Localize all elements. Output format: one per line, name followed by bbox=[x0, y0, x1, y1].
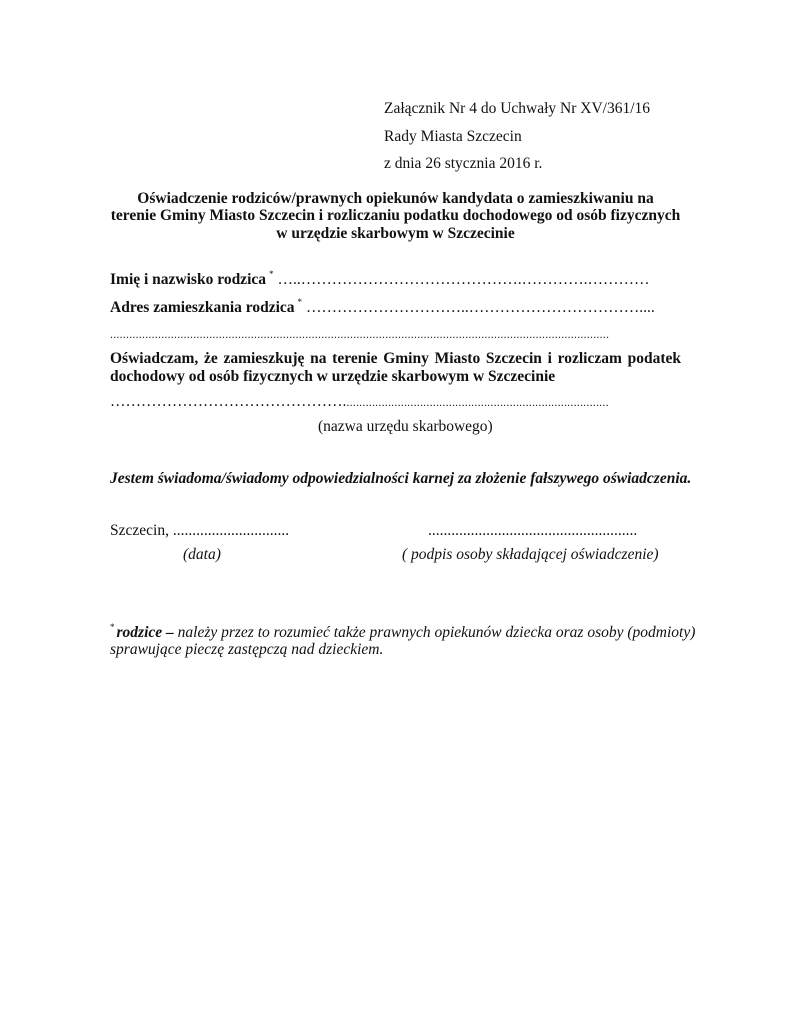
tax-office-blank[interactable] bbox=[110, 393, 662, 411]
address-label: Adres zamieszkania rodzica bbox=[110, 299, 295, 316]
tax-office-blank-part-2[interactable]: .................................................................................. bbox=[346, 395, 609, 409]
address-field[interactable] bbox=[110, 299, 655, 318]
footnote-marker: * bbox=[269, 269, 274, 279]
address-blank-line-2[interactable]: ............................................................................................................................................................ bbox=[110, 327, 610, 341]
criminal-liability-statement: Jestem świadoma/świadomy odpowiedzialności karnej za złożenie fałszywego oświadczenia. bbox=[110, 470, 692, 487]
tax-office-caption: (nazwa urzędu skarbowego) bbox=[318, 418, 493, 435]
declaration-line-1: Oświadczam, że zamieszkuję na terenie Gminy Miasto Szczecin i rozliczam podatek bbox=[110, 350, 681, 367]
footnote-marker: * bbox=[110, 622, 115, 632]
place-date-field[interactable]: Szczecin, .............................. bbox=[110, 522, 290, 539]
footnote-marker: * bbox=[297, 297, 303, 307]
signature-caption: ( podpis osoby składającej oświadczenie) bbox=[402, 546, 659, 563]
resolution-date-line: z dnia 26 stycznia 2016 r. bbox=[384, 155, 543, 172]
parent-name-blank[interactable]: …..…………………………………….………….………… bbox=[277, 271, 650, 288]
parent-name-field[interactable] bbox=[110, 271, 650, 290]
parent-name-label: Imię i nazwisko rodzica bbox=[110, 271, 266, 288]
tax-office-blank-part-1[interactable]: ………………………………………. bbox=[110, 393, 347, 410]
declaration-line-2: dochodowy od osób fizycznych w urzędzie skarbowym w Szczecinie bbox=[110, 368, 556, 385]
footnote-text-1: należy przez to rozumieć także prawnych opiekunów dziecka oraz osoby (podmioty) bbox=[173, 624, 696, 641]
footnote-term: rodzice – bbox=[116, 624, 174, 641]
council-name-line: Rady Miasta Szczecin bbox=[384, 128, 522, 145]
document-title-line-1: Oświadczenie rodziców/prawnych opiekunów kandydata o zamieszkiwaniu na bbox=[137, 190, 654, 207]
signature-field[interactable]: ...................................................... bbox=[428, 522, 638, 539]
document-title-line-2: terenie Gminy Miasto Szczecin i rozliczaniu podatku dochodowego od osób fizycznych bbox=[110, 207, 681, 224]
annex-reference-line: Załącznik Nr 4 do Uchwały Nr XV/361/16 bbox=[384, 100, 651, 117]
document-title-line-3: w urzędzie skarbowym w Szczecinie bbox=[276, 225, 515, 242]
declaration-statement bbox=[110, 350, 681, 386]
footnote-line-2: sprawujące pieczę zastępczą nad dzieckiem. bbox=[110, 641, 384, 658]
date-caption: (data) bbox=[183, 546, 221, 563]
address-blank[interactable]: …………………………..…………………………….... bbox=[306, 299, 655, 316]
